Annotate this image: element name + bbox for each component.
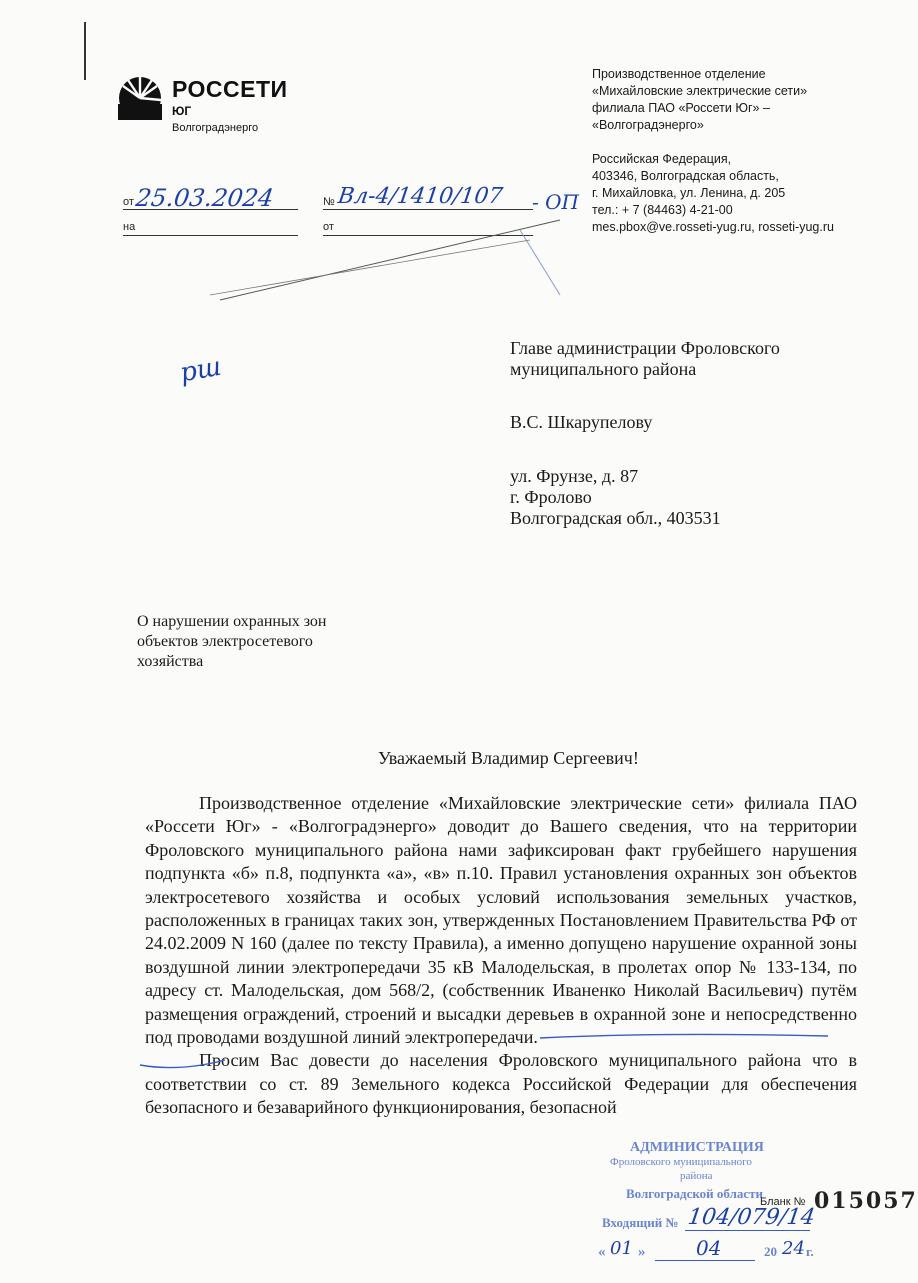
handwritten-initials: рш	[177, 351, 224, 389]
month-underline	[655, 1260, 755, 1261]
pen-stroke-marks	[200, 200, 620, 320]
stamp-line-2: Фроловского муниципального	[610, 1156, 752, 1168]
recipient-address	[510, 466, 721, 529]
sender-line: филиала ПАО «Россети Юг» –	[592, 101, 770, 115]
body-paragraph: Производственное отделение «Михайловские электрические сети» филиала ПАО «Россети Юг» - «Волгоградэнерго» доводит до Вашего сведения, что на территории Фроловского муниципального района нами зафиксирован факт грубейшего нарушения подпункта «б» п.8, подпункта «а», «в» п.10. Правил установления охранных зон объектов электросетевого хозяйства и особых условий использования земельных участков, расположенных в границах таких зон, утвержденных Постановлением Правительства РФ от 24.02.2009 N 160 (далее по тексту Правила), а именно допущено нарушение охранной зоны воздушной линии электропередачи 35 кВ Малодельская, в пролетах опор № 133-134, по адресу ст. Малодельская, дом 568/2, (собственник Иваненко Николай Васильевич) путём размещения ограждений, строений и высадки деревьев в охранной зоне и непосредственно под проводами воздушной линий электропередачи.	[145, 793, 857, 1048]
incoming-underline	[685, 1230, 810, 1231]
body-paragraph: Просим Вас довести до населения Фроловского муниципального района что в соответствии со ст. 89 Земельного кодекса Российской Федерации для обеспечения безопасного и безаварийного функционирования, безопасной	[145, 1050, 857, 1118]
subject-line: объектов электросетевого	[137, 633, 313, 650]
incoming-label: Входящий №	[602, 1215, 679, 1230]
sender-address-line: тел.: + 7 (84463) 4-21-00	[592, 203, 733, 217]
stamp-month: 04	[696, 1236, 722, 1260]
sender-address-line: Российская Федерация,	[592, 152, 732, 166]
number-label: №	[323, 196, 335, 208]
recipient-address-line: г. Фролово	[510, 487, 592, 507]
handwritten-date: 25.03.2024	[134, 184, 276, 212]
day-open-quote: «	[598, 1244, 606, 1260]
recipient-name: В.С. Шкарупелову	[510, 412, 653, 432]
stamp-day: 01	[610, 1238, 633, 1259]
on-label: на	[123, 221, 136, 233]
blank-number: 015057	[814, 1188, 918, 1214]
sender-line: «Волгоградэнерго»	[592, 118, 704, 132]
recipient-address-line: Волгоградская обл., 403531	[510, 508, 721, 528]
logo-region: ЮГ	[172, 104, 192, 118]
year-label: г.	[806, 1244, 814, 1259]
recipient-title	[510, 338, 780, 380]
sender-address-line: 403346, Волгоградская область,	[592, 169, 779, 183]
year-prefix: 20	[764, 1244, 777, 1259]
sender-line: Производственное отделение	[592, 67, 766, 81]
sender-address-line: mes.pbox@ve.rosseti-yug.ru, rosseti-yug.ru	[592, 220, 834, 234]
logo-brand: РОССЕТИ	[172, 76, 288, 102]
sender-address-line: г. Михайловка, ул. Ленина, д. 205	[592, 186, 786, 200]
margin-mark	[84, 22, 86, 80]
from-label: от	[123, 196, 134, 208]
recipient-title-line: Главе администрации Фроловского	[510, 338, 780, 358]
stamp-line-4: Волгоградской области	[626, 1186, 764, 1201]
day-close-quote: »	[638, 1244, 646, 1260]
logo-branch: Волгоградэнерго	[172, 122, 259, 134]
recipient-title-line: муниципального района	[510, 359, 697, 379]
underline-marks	[140, 1010, 860, 1090]
letter-subject	[137, 612, 326, 672]
subject-line: хозяйства	[137, 653, 204, 670]
incoming-number: 104/079/14	[686, 1205, 817, 1230]
from-label-2: от	[323, 221, 334, 233]
stamp-title: АДМИНИСТРАЦИЯ	[630, 1140, 764, 1155]
sender-block	[592, 66, 892, 236]
recipient-address-line: ул. Фрунзе, д. 87	[510, 466, 639, 486]
handwritten-number-suffix: - ОП	[532, 190, 579, 214]
rosseti-emblem-icon	[118, 76, 162, 120]
sender-line: «Михайловские электрические сети»	[592, 84, 808, 98]
rosseti-logo	[118, 70, 318, 140]
year-suffix: 24	[782, 1238, 805, 1259]
subject-line: О нарушении охранных зон	[137, 613, 327, 630]
greeting: Уважаемый Владимир Сергеевич!	[378, 748, 639, 768]
stamp-line-3: района	[680, 1170, 713, 1182]
handwritten-number: Вл-4/1410/107	[336, 184, 505, 209]
blank-label: Бланк №	[760, 1196, 806, 1208]
